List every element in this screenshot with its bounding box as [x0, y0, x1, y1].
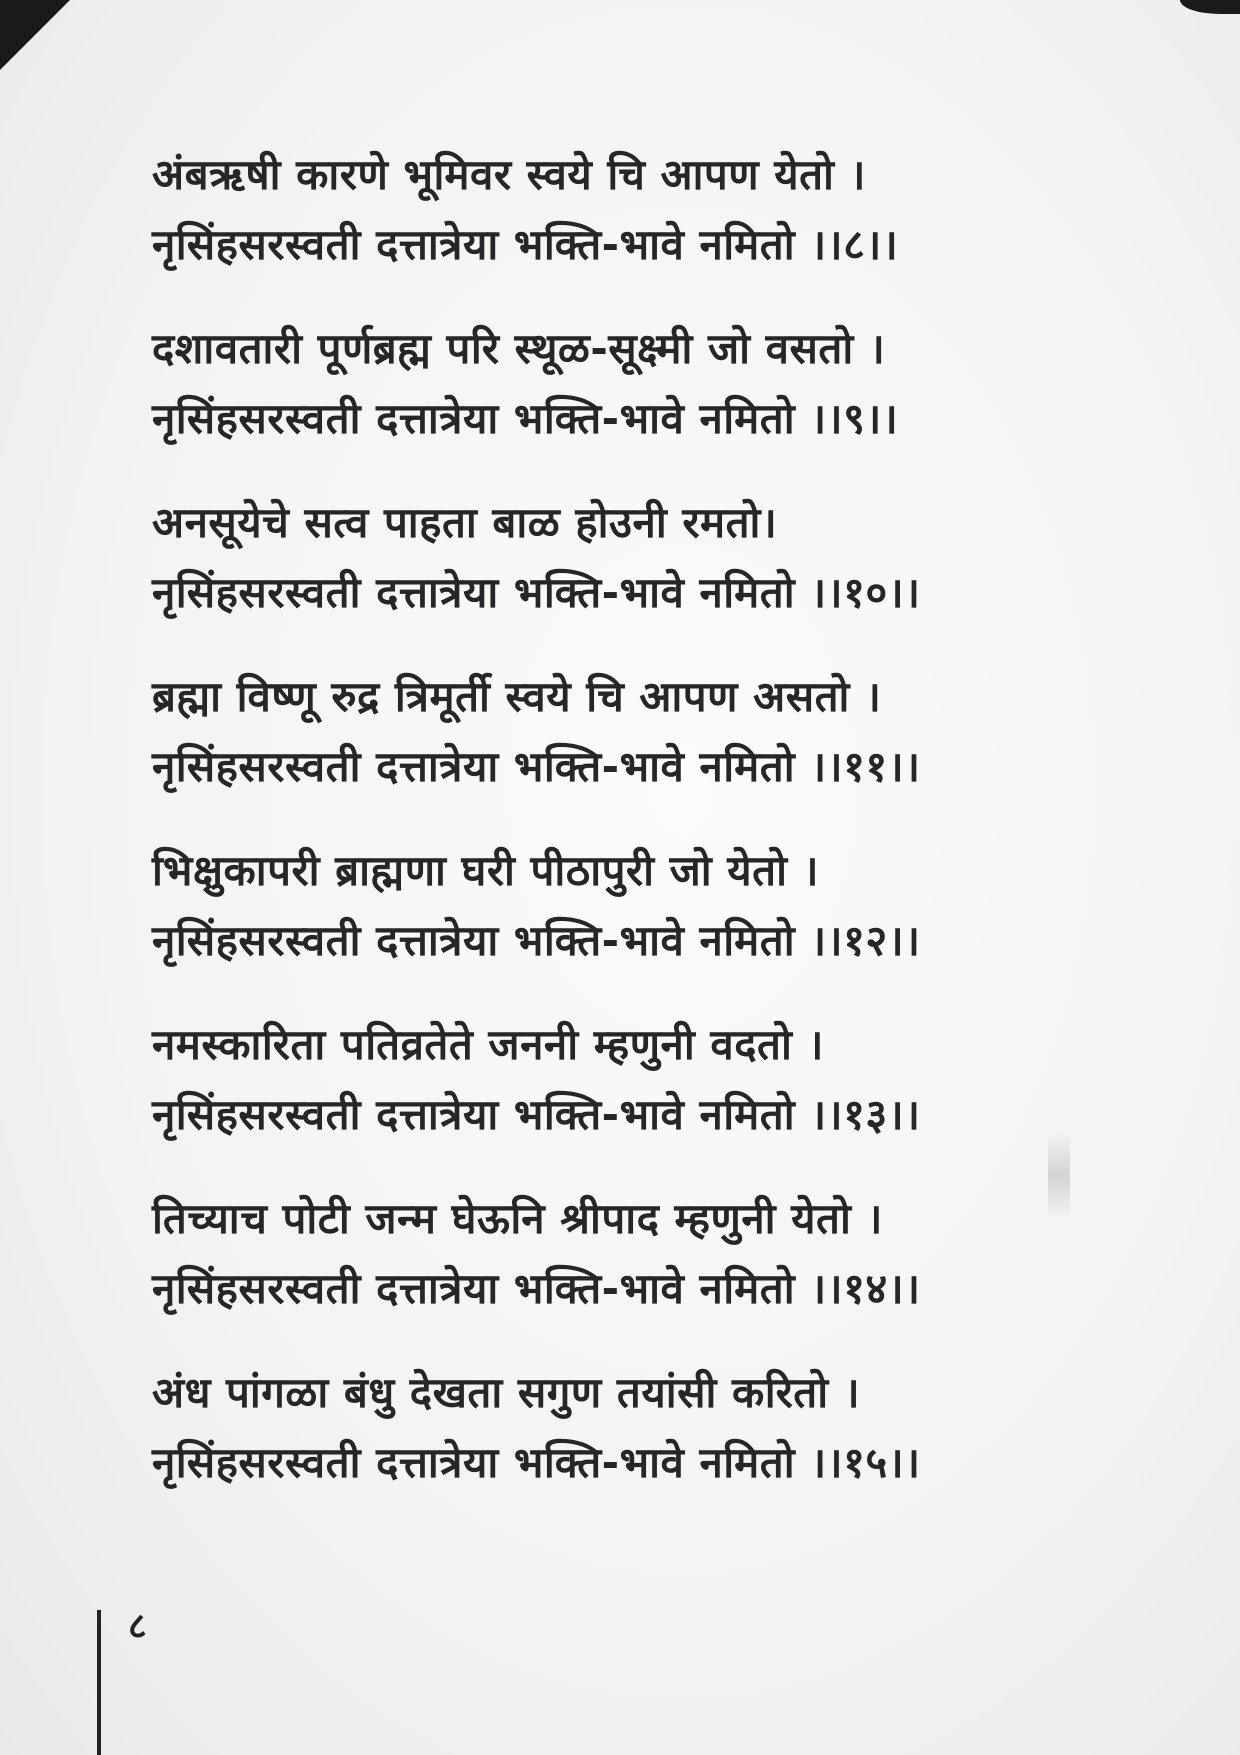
verse-line: नमस्कारिता पतिव्रतेते जननी म्हणुनी वदतो ।	[152, 1020, 824, 1069]
verse-15	[152, 1358, 1112, 1498]
verse-14	[152, 1184, 1112, 1324]
verse-refrain: नृसिंहसरस्वती दत्तात्रेया भक्ति-भावे नमितो ।।१३।।	[152, 1090, 921, 1139]
verse-list	[152, 140, 1112, 1532]
margin-rule	[97, 1610, 101, 1755]
verse-12	[152, 836, 1112, 976]
verse-line: दशावतारी पूर्णब्रह्म परि स्थूळ-सूक्ष्मी जो वसतो ।	[152, 324, 886, 373]
verse-line: तिच्याच पोटी जन्म घेऊनि श्रीपाद म्हणुनी येतो ।	[152, 1194, 883, 1243]
verse-9	[152, 314, 1112, 454]
verse-refrain: नृसिंहसरस्वती दत्तात्रेया भक्ति-भावे नमितो ।।९।।	[152, 394, 899, 443]
verse-line: अंध पांगळा बंधु देखता सगुण तयांसी करितो ।	[152, 1368, 861, 1417]
verse-10	[152, 488, 1112, 628]
verse-line: ब्रह्मा विष्णू रुद्र त्रिमूर्ती स्वये चि आपण असतो ।	[152, 672, 882, 721]
verse-line: भिक्षुकापरी ब्राह्मणा घरी पीठापुरी जो येतो ।	[152, 846, 819, 895]
verse-refrain: नृसिंहसरस्वती दत्तात्रेया भक्ति-भावे नमितो ।।८।।	[152, 220, 899, 269]
verse-line: अंबऋषी कारणे भूमिवर स्वये चि आपण येतो ।	[152, 150, 866, 199]
verse-line: अनसूयेचे सत्व पाहता बाळ होउनी रमतो।	[152, 498, 778, 547]
verse-13	[152, 1010, 1112, 1150]
verse-refrain: नृसिंहसरस्वती दत्तात्रेया भक्ति-भावे नमितो ।।११।।	[152, 742, 921, 791]
verse-refrain: नृसिंहसरस्वती दत्तात्रेया भक्ति-भावे नमितो ।।१४।।	[152, 1264, 921, 1313]
scan-shadow-right	[1180, 0, 1240, 14]
verse-8	[152, 140, 1112, 280]
verse-11	[152, 662, 1112, 802]
scan-shadow-left	[0, 0, 70, 70]
verse-refrain: नृसिंहसरस्वती दत्तात्रेया भक्ति-भावे नमितो ।।१२।।	[152, 916, 921, 965]
verse-refrain: नृसिंहसरस्वती दत्तात्रेया भक्ति-भावे नमितो ।।१०।।	[152, 568, 921, 617]
verse-refrain: नृसिंहसरस्वती दत्तात्रेया भक्ति-भावे नमितो ।।१५।।	[152, 1438, 921, 1487]
page-number: ८	[128, 1606, 147, 1647]
